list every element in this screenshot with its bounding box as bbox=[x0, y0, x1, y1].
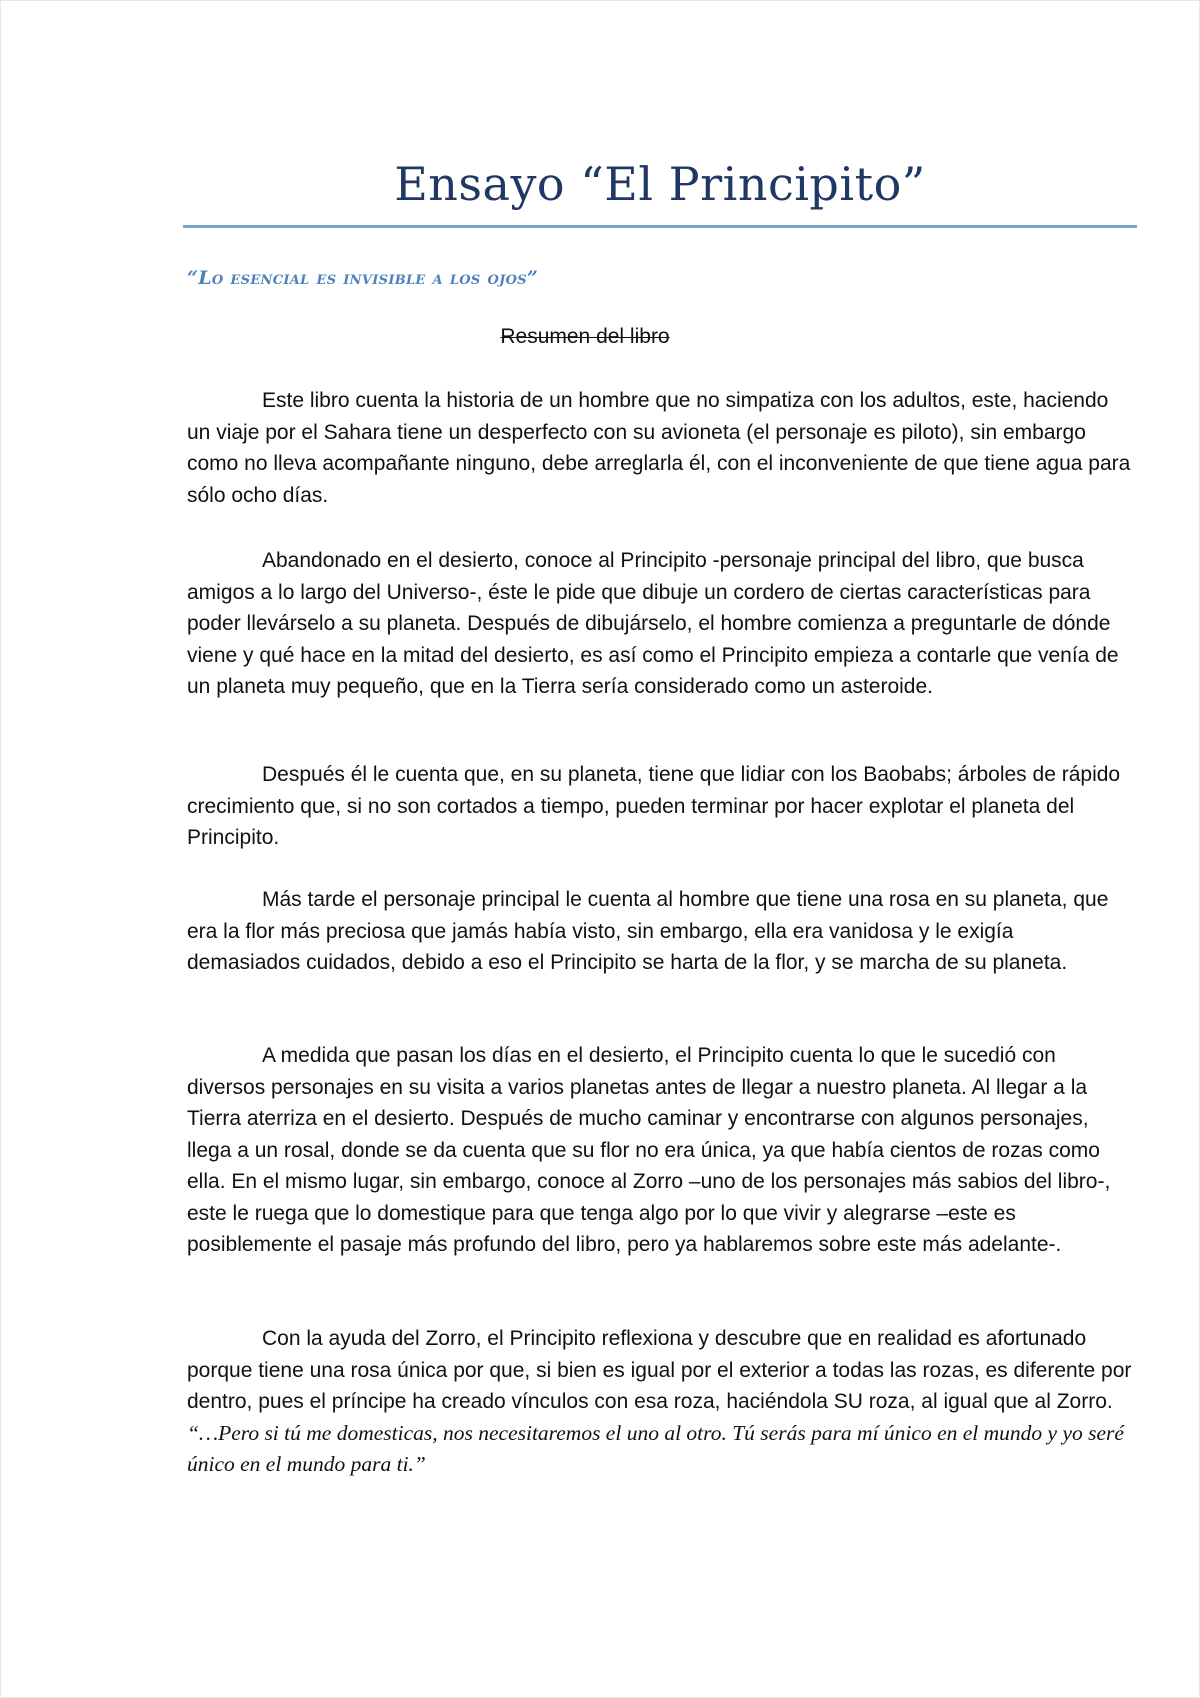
paragraph-text: Este libro cuenta la historia de un hombre que no simpatiza con los adultos, este, haciendo un viaje por el Sahara tiene un desperfecto con su avioneta (el personaje es piloto), sin embargo como no lleva acompañante ninguno, debe arreglarla él, con el inconveniente de que tiene agua para sólo ocho días. bbox=[187, 389, 1131, 507]
paragraph-3 bbox=[187, 759, 1132, 854]
paragraph-6-text: Con la ayuda del Zorro, el Principito reflexiona y descubre que en realidad es afortunado porque tiene una rosa única por que, si bien es igual por el exterior a todas las rozas, es diferente por dentro, pues el príncipe ha creado vínculos con esa roza, haciéndola SU roza, al igual que al Zorro. bbox=[187, 1327, 1132, 1413]
paragraph-4 bbox=[187, 884, 1132, 979]
paragraph-text bbox=[187, 1323, 1132, 1481]
paragraph-2 bbox=[187, 545, 1132, 703]
paragraph-text: A medida que pasan los días en el desierto, el Principito cuenta lo que le sucedió con diversos personajes en su visita a varios planetas antes de llegar a nuestro planeta. Al llegar a la Tierra aterriza en el desierto. Después de mucho caminar y encontrarse con algunos personajes, llega a un rosal, donde se da cuenta que su flor no era única, ya que había cientos de rozas como ella. En el mismo lugar, sin embargo, conoce al Zorro –uno de los personajes más sabios del libro-, este le ruega que lo domestique para que tenga algo por lo que vivir y alegrarse –este es posiblemente el pasaje más profundo del libro, pero ya hablaremos sobre este más adelante-. bbox=[187, 1044, 1111, 1256]
section-heading-text: Resumen del libro bbox=[500, 325, 670, 348]
paragraph-6 bbox=[187, 1323, 1132, 1481]
paragraph-1 bbox=[187, 385, 1132, 511]
document-title: Ensayo “El Principito” bbox=[394, 157, 926, 211]
paragraph-text: Más tarde el personaje principal le cuenta al hombre que tiene una rosa en su planeta, que era la flor más preciosa que jamás había visto, sin embargo, ella era vanidosa y le exigía demasiados cuidados, debido a eso el Principito se harta de la flor, y se marcha de su planeta. bbox=[187, 888, 1109, 974]
epigraph: “Lo esencial es invisible a los ojos” bbox=[187, 267, 539, 289]
title-underline-rule bbox=[183, 225, 1137, 228]
zorro-quote: “…Pero si tú me domesticas, nos necesitaremos el uno al otro. Tú serás para mí único en el mundo y yo seré único en el mundo para ti.” bbox=[187, 1420, 1124, 1476]
paragraph-text: Abandonado en el desierto, conoce al Principito -personaje principal del libro, que busca amigos a lo largo del Universo-, éste le pide que dibuje un cordero de ciertas características para poder llevárselo a su planeta. Después de dibujárselo, el hombre comienza a preguntarle de dónde viene y qué hace en la mitad del desierto, es así como el Principito empieza a contarle que venía de un planeta muy pequeño, que en la Tierra sería considerado como un asteroide. bbox=[187, 549, 1119, 698]
section-heading bbox=[183, 325, 987, 349]
paragraph-5 bbox=[187, 1040, 1132, 1261]
paragraph-text: Después él le cuenta que, en su planeta, tiene que lidiar con los Baobabs; árboles de rápido crecimiento que, si no son cortados a tiempo, pueden terminar por hacer explotar el planeta del Principito. bbox=[187, 763, 1121, 849]
